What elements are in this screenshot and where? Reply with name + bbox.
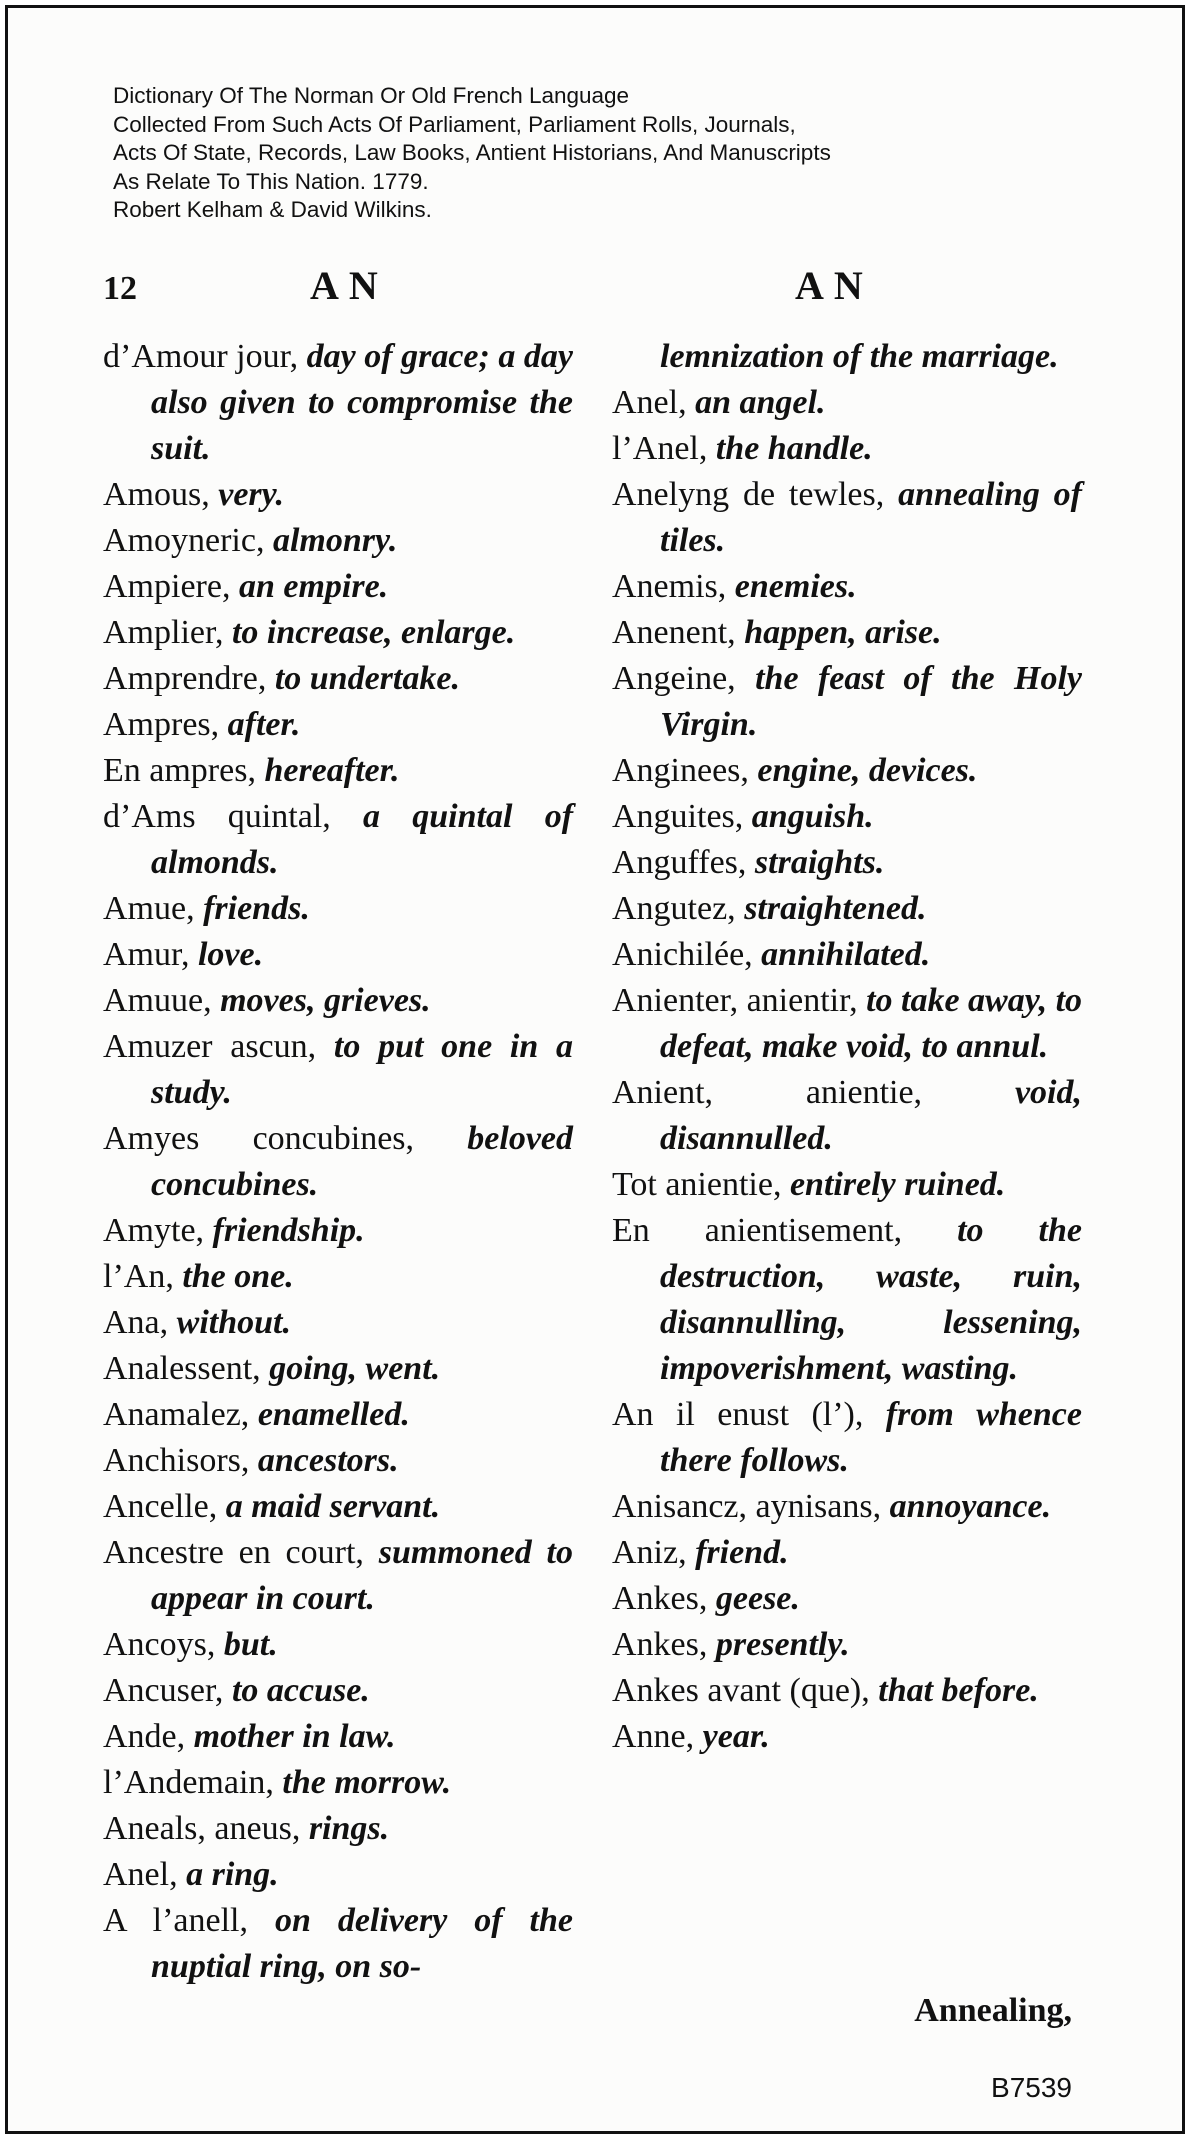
headword: Amuzer ascun,	[103, 1028, 317, 1065]
headword: Anguffes,	[612, 844, 747, 881]
headword: l’Andemain,	[103, 1764, 274, 1801]
headword: Amur,	[103, 936, 190, 973]
dictionary-entry	[612, 334, 1082, 380]
headword: En ampres,	[103, 752, 256, 789]
headword: Ampres,	[103, 706, 220, 743]
definition: happen, arise.	[744, 614, 942, 651]
header-line: Acts Of State, Records, Law Books, Antient Historians, And Manuscripts	[113, 140, 831, 165]
definition: enamelled.	[257, 1396, 410, 1433]
dictionary-entry	[612, 1208, 1082, 1392]
definition: friend.	[695, 1534, 789, 1571]
dictionary-entry	[612, 932, 1082, 978]
headword: Anginees,	[612, 752, 749, 789]
headword: Anisancz, aynisans,	[612, 1488, 882, 1525]
dictionary-entry	[103, 1760, 573, 1806]
headword: Ande,	[103, 1718, 186, 1755]
definition: to accuse.	[231, 1672, 370, 1709]
definition: rings.	[308, 1810, 390, 1847]
definition: straightened.	[744, 890, 927, 927]
definition: to take away, to defeat, make void, to annul.	[660, 982, 1083, 1065]
definition: hereafter.	[264, 752, 400, 789]
definition: that before.	[878, 1672, 1039, 1709]
definition: after.	[227, 706, 301, 743]
definition: the handle.	[715, 430, 873, 467]
dictionary-entry	[103, 748, 573, 794]
header-line: Dictionary Of The Norman Or Old French Language	[113, 83, 630, 108]
headword: Anemis,	[612, 568, 727, 605]
headword: Amuue,	[103, 982, 212, 1019]
dictionary-entry	[103, 1254, 573, 1300]
headword: Amprendre,	[103, 660, 267, 697]
definition: the morrow.	[282, 1764, 452, 1801]
headword: Ancestre en court,	[103, 1534, 364, 1571]
headword: l’Anel,	[612, 430, 708, 467]
definition: void, disannulled.	[660, 1074, 1082, 1157]
headword: Amue,	[103, 890, 195, 927]
headword: Amyes concubines,	[103, 1120, 415, 1157]
dictionary-entry	[612, 426, 1082, 472]
definition: but.	[223, 1626, 278, 1663]
catchword: Annealing,	[914, 1992, 1072, 2029]
running-head-left: AN	[310, 263, 388, 308]
headword: Aniz,	[612, 1534, 687, 1571]
definition: summoned to appear in court.	[151, 1534, 574, 1617]
dictionary-entry	[103, 564, 573, 610]
headword: Anenent,	[612, 614, 736, 651]
headword: Anamalez,	[103, 1396, 250, 1433]
definition: lemnization of the marriage.	[660, 338, 1059, 375]
dictionary-entry	[612, 794, 1082, 840]
running-head	[0, 262, 1190, 312]
definition: geese.	[715, 1580, 800, 1617]
headword: Ancelle,	[103, 1488, 218, 1525]
headword: Ankes avant (que),	[612, 1672, 870, 1709]
headword: Anichilée,	[612, 936, 753, 973]
dictionary-entry	[612, 472, 1082, 564]
dictionary-entry	[103, 978, 573, 1024]
definition: friendship.	[212, 1212, 365, 1249]
headword: Anel,	[103, 1856, 178, 1893]
headword: En anientisement,	[612, 1212, 903, 1249]
dictionary-entry	[103, 1392, 573, 1438]
definition: without.	[176, 1304, 291, 1341]
definition: year.	[702, 1718, 770, 1755]
dictionary-entry	[103, 1484, 573, 1530]
headword: Amplier,	[103, 614, 224, 651]
definition: a ring.	[186, 1856, 279, 1893]
headword: Anne,	[612, 1718, 695, 1755]
dictionary-entry	[103, 1852, 573, 1898]
definition: annoyance.	[889, 1488, 1052, 1525]
dictionary-entry	[103, 1806, 573, 1852]
page-number: 12	[103, 270, 137, 307]
headword: Ana,	[103, 1304, 169, 1341]
headword: Amoyneric,	[103, 522, 265, 559]
catalog-number: B7539	[991, 2072, 1072, 2103]
dictionary-entry	[103, 1714, 573, 1760]
definition: the feast of the Holy Virgin.	[660, 660, 1082, 743]
dictionary-entry	[103, 1300, 573, 1346]
dictionary-entry	[612, 748, 1082, 794]
header-line: As Relate To This Nation. 1779.	[113, 168, 429, 194]
definition: annihilated.	[761, 936, 931, 973]
right-column	[612, 334, 1082, 1760]
definition: friends.	[203, 890, 310, 927]
dictionary-entry	[103, 472, 573, 518]
dictionary-entry	[103, 1668, 573, 1714]
dictionary-entry	[612, 1484, 1082, 1530]
dictionary-entry	[103, 1898, 573, 1990]
dictionary-entry	[103, 1116, 573, 1208]
headword: Amous,	[103, 476, 210, 513]
definition: presently.	[715, 1626, 850, 1663]
dictionary-entry	[612, 840, 1082, 886]
headword: Anguites,	[612, 798, 744, 835]
definition: an empire.	[238, 568, 389, 605]
headword: Anient, anientie,	[612, 1074, 923, 1111]
definition: love.	[197, 936, 264, 973]
dictionary-entry	[103, 1346, 573, 1392]
dictionary-entry	[612, 564, 1082, 610]
definition: mother in law.	[193, 1718, 396, 1755]
definition: entirely ruined.	[789, 1166, 1006, 1203]
headword: A l’anell,	[103, 1902, 248, 1939]
headword: Aneals, aneus,	[103, 1810, 301, 1847]
dictionary-entry	[612, 1392, 1082, 1484]
headword: Ancoys,	[103, 1626, 216, 1663]
headword: Anel,	[612, 384, 687, 421]
headword: d’Amour jour,	[103, 338, 299, 375]
dictionary-entry	[103, 334, 573, 472]
headword: Ampiere,	[103, 568, 231, 605]
headword: Ankes,	[612, 1626, 708, 1663]
definition: almonry.	[272, 522, 398, 559]
headword: An il enust (l’),	[612, 1396, 864, 1433]
dictionary-entry	[612, 610, 1082, 656]
headword: Tot anientie,	[612, 1166, 782, 1203]
dictionary-entry	[103, 656, 573, 702]
dictionary-entry	[103, 518, 573, 564]
definition: to put one in a study.	[151, 1028, 573, 1111]
headword: Angeine,	[612, 660, 736, 697]
dictionary-entry	[612, 1162, 1082, 1208]
dictionary-entry	[612, 1576, 1082, 1622]
headword: d’Ams quintal,	[103, 798, 331, 835]
catchword-row	[0, 1992, 1072, 2030]
dictionary-entry	[103, 1208, 573, 1254]
dictionary-entry	[103, 1622, 573, 1668]
running-head-right: AN	[795, 263, 873, 308]
header-line: Collected From Such Acts Of Parliament, Parliament Rolls, Journals,	[113, 111, 796, 137]
source-header	[113, 82, 831, 225]
definition: ancestors.	[257, 1442, 399, 1479]
headword: Angutez,	[612, 890, 736, 927]
definition: anguish.	[751, 798, 874, 835]
definition: going, went.	[269, 1350, 441, 1387]
dictionary-entry	[103, 932, 573, 978]
dictionary-entry	[103, 1024, 573, 1116]
header-line: Robert Kelham & David Wilkins.	[113, 197, 432, 222]
dictionary-entry	[103, 794, 573, 886]
definition: the one.	[182, 1258, 294, 1295]
dictionary-entry	[612, 1622, 1082, 1668]
dictionary-entry	[103, 886, 573, 932]
definition: very.	[218, 476, 284, 513]
definition: day of grace; a day also given to compromise the suit.	[151, 338, 573, 467]
headword: Anchisors,	[103, 1442, 250, 1479]
dictionary-entry	[612, 1530, 1082, 1576]
definition: moves, grieves.	[220, 982, 431, 1019]
dictionary-entry	[612, 886, 1082, 932]
headword: l’An,	[103, 1258, 174, 1295]
headword: Amyte,	[103, 1212, 205, 1249]
definition: to the destruction, waste, ruin, disannulling, lessening, impoverishment, wasting.	[660, 1212, 1082, 1387]
headword: Anelyng de tewles,	[612, 476, 885, 513]
dictionary-entry	[612, 1714, 1082, 1760]
definition: to increase, enlarge.	[231, 614, 516, 651]
dictionary-entry	[103, 610, 573, 656]
definition: beloved concubines.	[151, 1120, 573, 1203]
definition: an angel.	[695, 384, 826, 421]
dictionary-entry	[612, 1668, 1082, 1714]
definition: on delivery of the nuptial ring, on so-	[151, 1902, 573, 1985]
dictionary-entry	[612, 380, 1082, 426]
definition: enemies.	[734, 568, 857, 605]
headword: Ankes,	[612, 1580, 708, 1617]
definition: to undertake.	[274, 660, 460, 697]
definition: annealing of tiles.	[660, 476, 1082, 559]
dictionary-entry	[103, 1438, 573, 1484]
headword: Analessent,	[103, 1350, 261, 1387]
definition: engine, devices.	[757, 752, 978, 789]
definition: straights.	[754, 844, 885, 881]
dictionary-entry	[612, 656, 1082, 748]
definition: a quintal of almonds.	[151, 798, 574, 881]
dictionary-entry	[612, 978, 1082, 1070]
dictionary-entry	[612, 1070, 1082, 1162]
left-column	[103, 334, 573, 1990]
dictionary-entry	[103, 702, 573, 748]
dictionary-entry	[103, 1530, 573, 1622]
definition: a maid servant.	[225, 1488, 441, 1525]
headword: Ancuser,	[103, 1672, 224, 1709]
headword: Anienter, anientir,	[612, 982, 858, 1019]
definition: from whence there follows.	[660, 1396, 1082, 1479]
